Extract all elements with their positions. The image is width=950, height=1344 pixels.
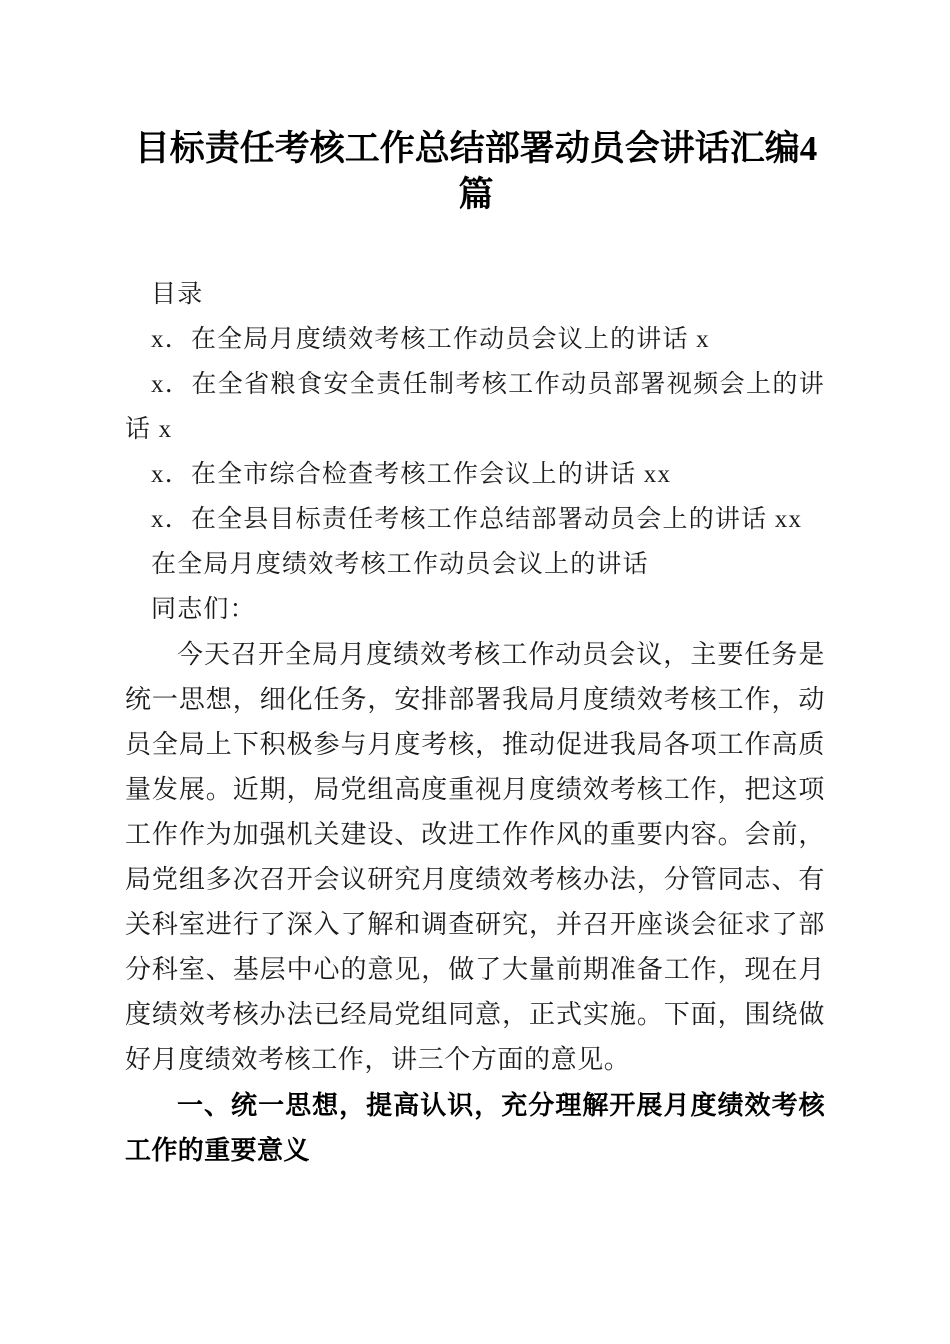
speech-section-1-heading: 一、统一思想，提高认识，充分理解开展月度绩效考核工作的重要意义 (125, 1090, 825, 1165)
table-of-contents (125, 272, 825, 632)
toc-entry-3[interactable]: x．在全市综合检查考核工作会议上的讲话 xx (151, 461, 672, 488)
toc-heading: 目录 (151, 281, 204, 308)
toc-entry-4[interactable]: x．在全县目标责任考核工作总结部署动员会上的讲话 xx (151, 506, 803, 533)
speech-subtitle: 在全局月度绩效考核工作动员会议上的讲话 (151, 551, 649, 578)
toc-entry-2[interactable]: x．在全省粮食安全责任制考核工作动员部署视频会上的讲话 x (125, 371, 825, 443)
speech-paragraph-1: 今天召开全局月度绩效考核工作动员会议，主要任务是统一思想，细化任务，安排部署我局月度绩效考核工作，动员全局上下积极参与月度考核，推动促进我局各项工作高质量发展。近期，局党组高度重视月度绩效考核工作，把这项工作作为加强机关建设、改进工作作风的重要内容。会前，局党组多次召开会议研究月度绩效考核办法，分管同志、有关科室进行了深入了解和调查研究，并召开座谈会征求了部分科室、基层中心的意见，做了大量前期准备工作，现在月度绩效考核办法已经局党组同意，正式实施。下面，围绕做好月度绩效考核工作，讲三个方面的意见。 (125, 640, 825, 1074)
toc-entry-1[interactable]: x．在全局月度绩效考核工作动员会议上的讲话 x (151, 326, 710, 353)
document-title: 目标责任考核工作总结部署动员会讲话汇编4篇 (134, 129, 818, 214)
speech-salutation: 同志们： (151, 596, 256, 623)
speech-body (125, 632, 825, 1082)
